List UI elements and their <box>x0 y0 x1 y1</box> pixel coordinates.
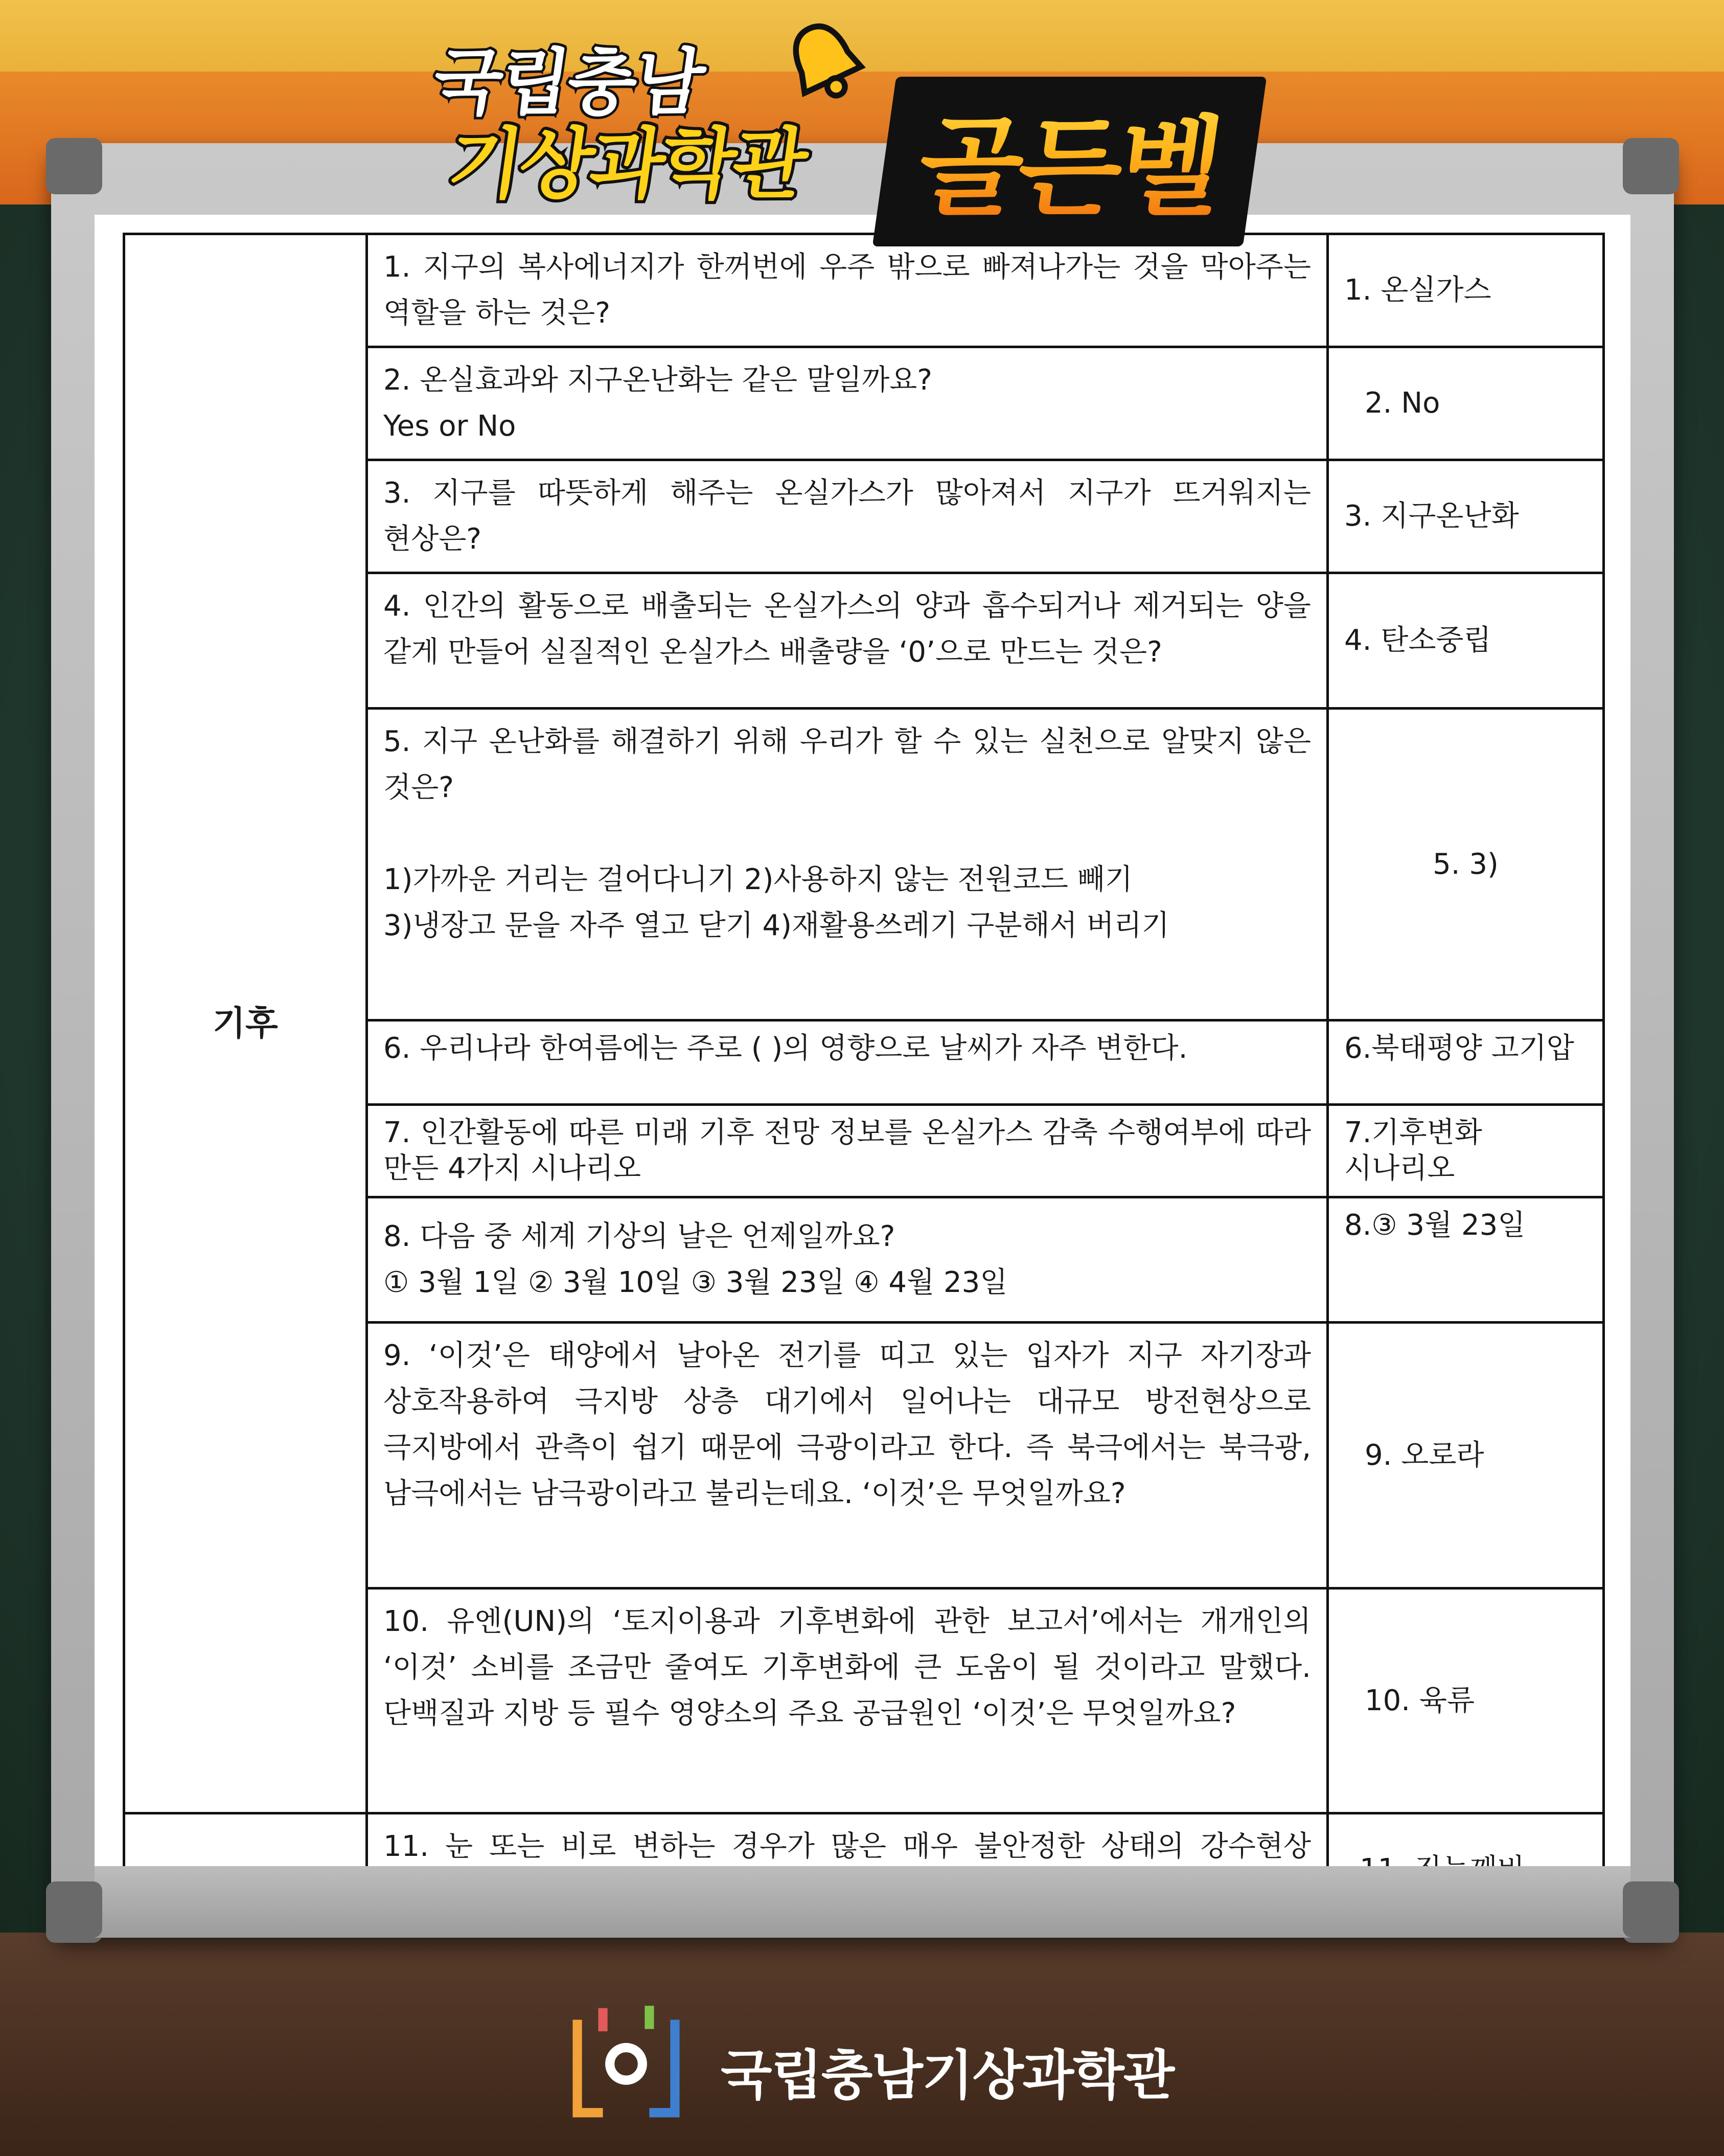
answer-text: 3. 지구온난화 <box>1344 500 1519 533</box>
frame-corner <box>1623 1881 1679 1938</box>
answer-text: 5. 3) <box>1433 847 1499 881</box>
question-text: 2. 온실효과와 지구온난화는 같은 말일까요? <box>383 364 932 397</box>
question-text: 11. 눈 또는 비로 변하는 경우가 많은 매우 불안정한 상태의 강수현상 <box>383 1830 1311 1863</box>
question-cell <box>367 573 1328 709</box>
question-text: 3. 지구를 따뜻하게 해주는 온실가스가 많아져서 지구가 뜨거워지는 현상은? <box>383 476 1311 556</box>
answer-text: 7.기후변화 시나리오 <box>1344 1116 1482 1185</box>
question-text: 7. 인간활동에 따른 미래 기후 전망 정보를 온실가스 감축 수행여부에 따라 만든 4가지 시나리오 <box>383 1116 1311 1185</box>
question-text: 1. 지구의 복사에너지가 한꺼번에 우주 밖으로 빠져나가는 것을 막아주는 역할을 하는 것은? <box>383 251 1311 330</box>
question-cell <box>367 1323 1328 1588</box>
question-option: 1)가까운 거리는 걸어다니기 2)사용하지 않는 전원코드 빼기 <box>383 863 1133 896</box>
category-cell <box>124 234 367 1813</box>
answer-text: 2. No <box>1365 387 1440 420</box>
answer-cell <box>1328 1020 1604 1105</box>
org-name: 국립충남기상과학관 <box>721 2044 1174 2106</box>
question-cell <box>367 234 1328 347</box>
answer-text: 10. 육류 <box>1365 1684 1475 1717</box>
answer-cell <box>1328 347 1604 460</box>
question-text: 9. ‘이것’은 태양에서 날아온 전기를 띠고 있는 입자가 지구 자기장과 상호작용하여 극지방 상층 대기에서 일어나는 대규모 방전현상으로 극지방에서 관측이 쉽기 때문에 극광이라고 한다. 즉 북극에서는 북극광, 남극에서는 남극광이라고 불리는데요. ‘이것’은 무엇일까요? <box>383 1339 1311 1510</box>
quiz-table <box>123 233 1605 1927</box>
spacer <box>383 811 1311 857</box>
bell-icon <box>777 15 874 112</box>
question-cell <box>367 709 1328 1020</box>
title-line1: 국립충남 <box>427 41 708 125</box>
question-cell <box>367 460 1328 573</box>
answer-cell <box>1328 1197 1604 1323</box>
answer-text: 6.북태평양 고기압 <box>1344 1032 1574 1065</box>
answer-text: 9. 오로라 <box>1365 1438 1484 1472</box>
answer-cell <box>1328 1588 1604 1813</box>
golden-bell-title <box>419 15 1339 231</box>
question-cell <box>367 1197 1328 1323</box>
table-row <box>124 234 1604 347</box>
answer-text: 8.③ 3월 23일 <box>1344 1209 1526 1242</box>
frame-corner <box>1623 138 1679 194</box>
category-label: 기후 <box>213 1004 278 1043</box>
title-line2: 기상과학관 <box>442 120 810 209</box>
question-text: 8. 다음 중 세계 기상의 날은 언제일까요? <box>383 1220 895 1253</box>
question-text: 5. 지구 온난화를 해결하기 위해 우리가 할 수 있는 실천으로 알맞지 않은 것은? <box>383 725 1311 804</box>
question-text: 6. 우리나라 한여름에는 주로 ( )의 영향으로 날씨가 자주 변한다. <box>383 1032 1188 1065</box>
question-cell <box>367 1588 1328 1813</box>
answer-cell <box>1328 1323 1604 1588</box>
whiteboard-bottom-rail <box>95 1866 1630 1938</box>
answer-cell <box>1328 460 1604 573</box>
title-highlight: 골든벨 <box>909 82 1230 236</box>
answer-cell <box>1328 709 1604 1020</box>
frame-corner <box>46 138 102 194</box>
answer-cell <box>1328 234 1604 347</box>
answer-cell <box>1328 1105 1604 1197</box>
question-cell <box>367 1105 1328 1197</box>
question-text: 10. 유엔(UN)의 ‘토지이용과 기후변화에 관한 보고서’에서는 개개인의 ‘이것’ 소비를 조금만 줄여도 기후변화에 큰 도움이 될 것이라고 말했다. 단백질과 지방 등 필수 영양소의 주요 공급원인 ‘이것’은 무엇일까요? <box>383 1605 1311 1730</box>
title-highlight-box <box>872 77 1267 246</box>
question-text: 4. 인간의 활동으로 배출되는 온실가스의 양과 흡수되거나 제거되는 양을 같게 만들어 실질적인 온실가스 배출량을 ‘0’으로 만드는 것은? <box>383 589 1311 669</box>
question-choices: ① 3월 1일 ② 3월 10일 ③ 3월 23일 ④ 4월 23일 <box>383 1266 1008 1299</box>
footer-logo <box>567 1996 1232 2124</box>
answer-text: 1. 온실가스 <box>1344 274 1491 307</box>
museum-logo-icon <box>567 1996 685 2124</box>
answer-text: 4. 탄소중립 <box>1344 624 1491 657</box>
answer-cell <box>1328 573 1604 709</box>
question-cell <box>367 347 1328 460</box>
frame-corner <box>46 1881 102 1938</box>
question-option: 3)냉장고 문을 자주 열고 닫기 4)재활용쓰레기 구분해서 버리기 <box>383 909 1169 942</box>
question-choices: Yes or No <box>383 410 516 443</box>
question-cell <box>367 1020 1328 1105</box>
